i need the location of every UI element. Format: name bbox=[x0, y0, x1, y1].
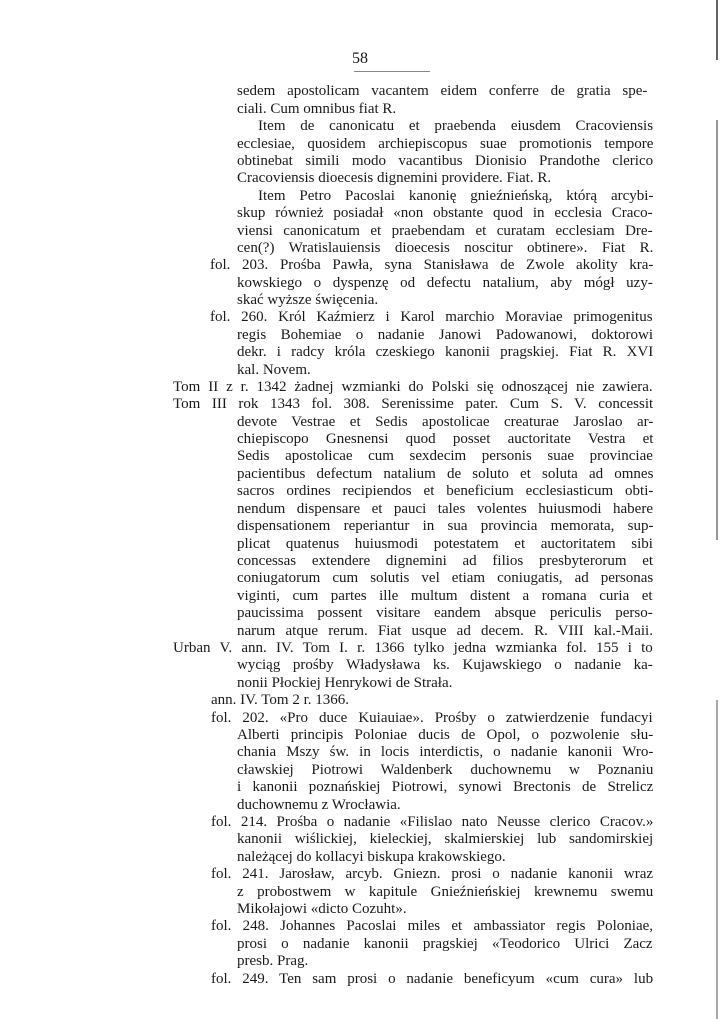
text-line: regis Bohemiae o nadanie Janowi Padowanowi, doktorowi bbox=[237, 327, 654, 343]
text-line: Sedis apostolicae cum sexdecim personis suae provinciae bbox=[237, 448, 653, 464]
text-line: Cracoviensis dioecesis dignemini providere. Fiat. R. bbox=[237, 170, 552, 186]
text-line: Mikołajowi «dicto Cozuht». bbox=[237, 901, 407, 917]
text-line: ann. IV. Tom 2 r. 1366. bbox=[211, 692, 349, 708]
text-line: fol. 214. Prośba o nadanie «Filislao nato Neusse clerico Cracov.» bbox=[211, 814, 654, 830]
text-line: fol. 241. Jarosław, arcyb. Gniezn. prosi o nadanie kanonii wraz bbox=[211, 866, 654, 882]
text-line: Tom II z r. 1342 żadnej wzmianki do Polski się odnoszącej nie zawiera. bbox=[173, 379, 653, 395]
text-line: Item de canonicatu et praebenda eiusdem Cracoviensis bbox=[258, 118, 654, 134]
text-line: chania Mszy św. in locis interdictis, o nadanie kanonii Wro- bbox=[237, 744, 654, 760]
text-line: cen(?) Wratislauiensis dioecesis noscitur obtinere». Fiat R. bbox=[237, 240, 654, 256]
text-line: skup również posiadał «non obstante quod in ecclesia Craco- bbox=[237, 205, 653, 221]
text-line: ecclesiae, quosidem archiepiscopus suae promotionis tempore bbox=[237, 136, 654, 152]
text-line: dispensationem reperiantur in sua provincia memorata, sup- bbox=[237, 518, 654, 534]
text-line: paucissima possent visitare eandem absque periculis perso- bbox=[237, 605, 653, 621]
text-line: viensi canonicatum et praebendam et curatam ecclesiam Dre- bbox=[237, 223, 653, 239]
text-line: i kanonii poznańskiej Piotrowi, synowi Brectonis de Strelicz bbox=[237, 779, 654, 795]
text-line: viginti, cum partes ille multum distent a romana curia et bbox=[237, 588, 653, 604]
text-line: skać wyższe święcenia. bbox=[237, 292, 379, 308]
text-line: dekr. i radcy króla czeskiego kanonii pragskiej. Fiat R. XVI bbox=[237, 344, 654, 360]
text-line: pacientibus defectum natalium de soluto et soluta ad omnes bbox=[237, 466, 654, 482]
text-line: chiepiscopo Gnesnensi quod posset auctoritate Vestra et bbox=[237, 431, 654, 447]
text-line: coniugatorum cum solutis vel etiam coniugatis, ad personas bbox=[237, 570, 654, 586]
text-line: fol. 249. Ten sam prosi o nadanie beneficyum «cum cura» lub bbox=[211, 971, 654, 987]
text-line: Urban V. ann. IV. Tom I. r. 1366 tylko jedna wzmianka fol. 155 i to bbox=[173, 640, 653, 656]
text-line: Item Petro Pacoslai kanonię gnieźnieńską, którą arcybi- bbox=[258, 188, 654, 204]
text-line: obtinebat simili modo vacantibus Dionisio Prandothe clerico bbox=[237, 153, 654, 169]
text-line: sacros ordines recipiendos et beneficium ecclesiasticum obti- bbox=[237, 483, 654, 499]
text-line: duchownemu z Wrocławia. bbox=[237, 797, 401, 813]
page-number: 58 bbox=[352, 50, 368, 67]
text-line: presb. Prag. bbox=[237, 953, 309, 969]
text-line: fol. 203. Prośba Pawła, syna Stanisława de Zwole akolity kra- bbox=[210, 257, 654, 273]
text-line: concessas extendere dignemini ad filios presbyterorum et bbox=[237, 553, 654, 569]
page-number-rule bbox=[354, 71, 430, 72]
text-line: kal. Novem. bbox=[237, 362, 311, 378]
text-line: prosi o nadanie kanonii pragskiej «Teodorico Ulrici Zacz bbox=[237, 936, 653, 952]
text-line: plicat quatenus huiusmodi potestatem et auctoritatem sibi bbox=[237, 536, 653, 552]
text-line: sedem apostolicam vacantem eidem conferre de gratia spe- bbox=[237, 83, 648, 99]
text-line: wyciąg prośby Władysława ks. Kujawskiego o nadanie ka- bbox=[237, 657, 653, 673]
page-edge-mark bbox=[716, 0, 718, 1019]
text-line: kanonii wiślickiej, kieleckiej, skalmierskiej lub sandomirskiej bbox=[237, 831, 654, 847]
text-line: z probostwem w kapitule Gnieźnieńskiej krewnemu swemu bbox=[237, 884, 654, 900]
text-line: fol. 260. Król Kaźmierz i Karol marchio Moraviae primogenitus bbox=[210, 309, 653, 325]
text-line: devote Vestrae et Sedis apostolicae creaturae Jaroslao ar- bbox=[237, 414, 654, 430]
text-line: narum atque rerum. Fiat usque ad decem. R. VIII kal.-Maii. bbox=[237, 623, 653, 639]
text-line: kowskiego o dyspenzę od defectu natalium, aby mógł uzy- bbox=[237, 275, 653, 291]
text-line: nendum dispensare et pauci tales volentes huiusmodi habere bbox=[237, 501, 653, 517]
text-line: ciali. Cum omnibus fiat R. bbox=[237, 101, 397, 117]
text-line: nonii Płockiej Henrykowi de Strała. bbox=[237, 675, 453, 691]
text-line: fol. 248. Johannes Pacoslai miles et ambassiator regis Poloniae, bbox=[211, 918, 654, 934]
text-line: Alberti principis Poloniae ducis de Opol, o pozwolenie słu- bbox=[237, 727, 654, 743]
text-line: fol. 202. «Pro duce Kuiauiae». Prośby o zatwierdzenie fundacyi bbox=[211, 710, 653, 726]
text-line: Tom III rok 1343 fol. 308. Serenissime pater. Cum S. V. concessit bbox=[173, 396, 654, 412]
text-line: należącej do kollacyi biskupa krakowskiego. bbox=[237, 849, 506, 865]
text-line: cławskiej Piotrowi Waldenberk duchownemu w Poznaniu bbox=[237, 762, 654, 778]
